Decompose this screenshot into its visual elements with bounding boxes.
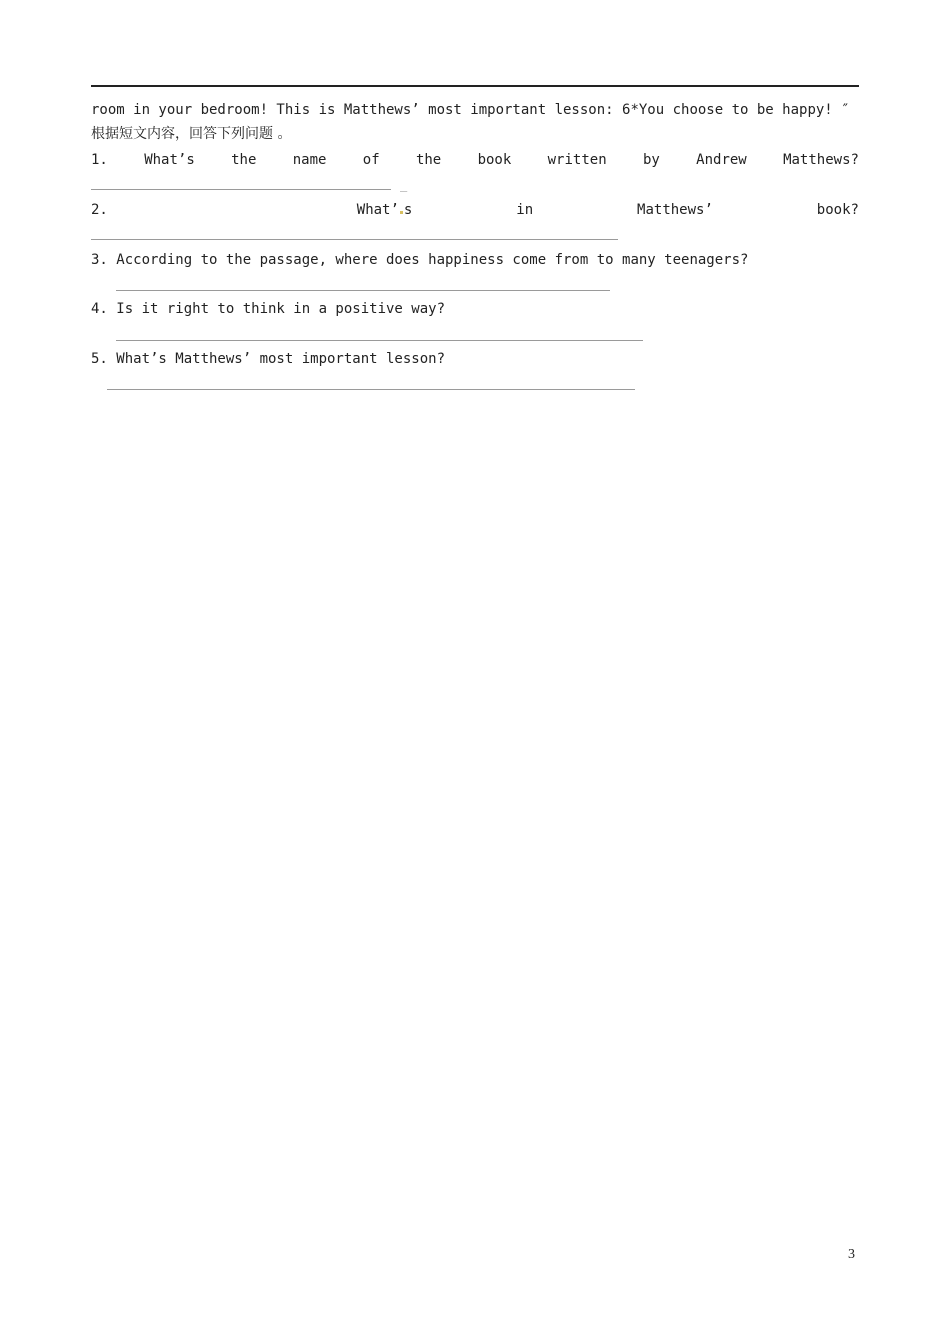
- question-2: [91, 200, 859, 220]
- question-3: 3. According to the passage, where does happiness come from to many teenagers?: [91, 252, 749, 268]
- question-2-word: Matthews’: [637, 202, 713, 218]
- question-1-word: the: [415, 152, 442, 168]
- question-1-word: Andrew: [696, 152, 747, 168]
- question-1-word: Matthews?: [783, 152, 859, 168]
- question-2-word: s: [403, 202, 413, 218]
- question-1: [91, 150, 859, 170]
- question-1-word: by: [642, 152, 660, 168]
- question-1-word: name: [292, 152, 327, 168]
- question-1-word: the: [231, 152, 257, 168]
- question-1-word: book: [477, 152, 512, 168]
- question-1-word: 1.: [91, 152, 108, 168]
- header-rule: [91, 85, 859, 87]
- answer-line-3[interactable]: [116, 290, 610, 291]
- question-5: 5. What’s Matthews’ most important lesson?: [91, 351, 446, 367]
- question-2-word-group: [357, 200, 413, 220]
- answer-line-1[interactable]: [91, 189, 391, 190]
- answer-line-1-tail: _: [400, 178, 408, 192]
- answer-line-2[interactable]: [91, 239, 618, 240]
- mark-dot: [400, 211, 403, 214]
- question-2-word: 2.: [91, 202, 108, 218]
- question-2-word: in: [516, 202, 534, 218]
- question-4: 4. Is it right to think in a positive way?: [91, 301, 446, 317]
- question-1-word: What’s: [144, 152, 195, 168]
- passage-last-line: room in your bedroom! This is Matthews’ most important lesson: 6*You choose to be happy! ″: [91, 102, 850, 118]
- question-2-word: book?: [816, 202, 859, 218]
- answer-line-4[interactable]: [116, 340, 643, 341]
- answer-line-5[interactable]: [107, 389, 635, 390]
- question-1-word: written: [547, 152, 607, 168]
- question-2-word: What’: [356, 202, 399, 218]
- page-number: 3: [848, 1247, 855, 1262]
- instruction-text: 根据短文内容，回答下列问题 。: [91, 126, 292, 142]
- question-1-word: of: [362, 152, 380, 168]
